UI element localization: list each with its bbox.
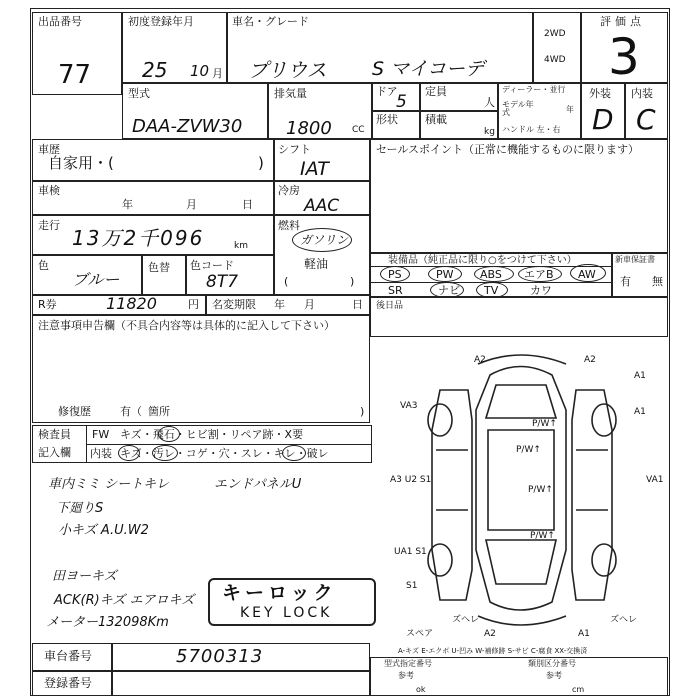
exterior-label: 外装 xyxy=(589,87,611,100)
repair-suffix: 箇所 xyxy=(148,405,170,418)
car-name: プリウス xyxy=(248,58,327,82)
handwritten-line-2: 下廻りS xyxy=(56,501,104,516)
ac-value: AAC xyxy=(304,196,340,216)
equip-sr: SR xyxy=(388,284,403,297)
equip-pw: PW xyxy=(436,268,454,281)
paint-label-4: P/W↑ xyxy=(530,531,555,541)
first-reg-year: 25 xyxy=(142,58,168,82)
drive-4wd: 4WD xyxy=(544,55,566,65)
type-cert-ref: 参考 xyxy=(398,671,414,680)
damage-diagram xyxy=(380,340,668,640)
load-label: 積載 xyxy=(425,113,447,126)
equip-aw: AW xyxy=(578,268,596,281)
fuel-diesel: 軽油 xyxy=(304,257,329,271)
diagram-legend: A-キズ E-エクボ U-凹み W-補修跡 S-サビ C-腐食 XX-交換済 xyxy=(398,647,588,655)
diagram-label-zuheru-right: ズヘレ xyxy=(610,615,638,625)
handle-label: ハンドル 左・右 xyxy=(502,125,561,134)
history-close: ) xyxy=(258,154,264,172)
shift-value: IAT xyxy=(300,158,329,180)
cm-mark: cm xyxy=(572,685,585,694)
equip-pw-circle xyxy=(428,266,462,282)
diagram-label-a1-right-front: A1 xyxy=(634,371,646,381)
diagram-label-s1: S1 xyxy=(406,581,418,591)
type-cert-label: 型式指定番号 xyxy=(384,659,432,668)
model-year-label: モデル年式 xyxy=(502,100,534,117)
shape-label: 形状 xyxy=(376,113,398,126)
history-label: 車歴 xyxy=(38,143,60,156)
mileage-label: 走行 xyxy=(38,219,60,232)
equip-abs-circle xyxy=(474,266,514,282)
diagram-label-a1-rear: A1 xyxy=(578,629,590,639)
sales-point-cell xyxy=(370,139,668,253)
equip-ps-circle xyxy=(380,266,410,282)
equip-leather: カワ xyxy=(530,284,552,297)
lot-number: 77 xyxy=(58,60,92,90)
interior-circle-dirt xyxy=(152,445,178,461)
rating-value: 3 xyxy=(608,28,640,86)
mileage-value: 13万2千096 xyxy=(72,226,205,250)
handwritten-line-1: 車内ミミ シートキレ xyxy=(48,477,170,492)
handwritten-line-5: ACK(R)キズ エアロキズ xyxy=(54,593,195,608)
first-reg-label: 初度登録年月 xyxy=(128,15,194,28)
color-code-value: 8T7 xyxy=(206,272,239,292)
equip-airbag: エアB xyxy=(524,268,554,281)
model-label: 型式 xyxy=(128,87,150,100)
key-lock-jp: キーロック xyxy=(222,582,337,604)
diagram-label-zuheru-left: ズヘレ xyxy=(452,615,480,625)
car-grade-label: 車名・グレード xyxy=(232,15,309,28)
inspection-year-unit: 年 xyxy=(122,198,133,211)
color-label: 色 xyxy=(38,259,49,272)
recycle-label: R券 xyxy=(38,298,57,311)
paint-label-3: P/W↑ xyxy=(528,485,553,495)
equip-tv-circle xyxy=(476,282,508,298)
doors-value: 5 xyxy=(396,92,407,112)
drive-cell xyxy=(533,12,581,83)
displacement-unit: CC xyxy=(352,125,365,135)
notes-label: 注意事項申告欄（不具合内容等は具体的に記入して下さい） xyxy=(38,319,335,332)
equip-abs: ABS xyxy=(480,268,502,281)
warranty-yes: 有 xyxy=(620,275,631,288)
doors-label: ドア xyxy=(376,85,398,98)
interior-label: 内装 xyxy=(631,87,653,100)
diagram-label-va1: VA1 xyxy=(646,475,664,485)
handwritten-line-4: 田ヨーキズ xyxy=(52,569,117,584)
handwritten-line-1b: エンドパネルU xyxy=(214,477,302,492)
fuel-paren-close: ) xyxy=(350,275,355,288)
color-code-label: 色コード xyxy=(190,259,234,272)
repair-label: 修復歴 xyxy=(58,405,91,418)
lot-label: 出品番号 xyxy=(38,15,82,28)
mileage-unit: km xyxy=(234,241,248,251)
interior-grade: C xyxy=(636,103,656,136)
rating-label: 評価点 xyxy=(600,15,645,28)
fw-circle-chip xyxy=(158,426,180,442)
inspector-label-2: 記入欄 xyxy=(38,446,71,459)
diagram-labels xyxy=(390,355,663,639)
equip-aw-circle xyxy=(570,264,606,282)
interior-circle-scratch xyxy=(118,445,140,461)
displacement-label: 排気量 xyxy=(274,87,307,100)
warranty-no: 無 xyxy=(652,275,663,288)
diagram-label-a2-front-right: A2 xyxy=(584,355,596,365)
inspection-label: 車検 xyxy=(38,184,60,197)
history-value: 自家用・( xyxy=(48,154,114,172)
key-lock-en: KEY LOCK xyxy=(240,605,333,621)
diagram-label-a2-rear: A2 xyxy=(484,629,496,639)
exterior-grade: D xyxy=(592,103,614,136)
fuel-label: 燃料 xyxy=(278,219,300,232)
sales-point-label: セールスポイント（正常に機能するものに限ります） xyxy=(376,143,640,156)
inspection-month-unit: 月 xyxy=(186,198,197,211)
diagram-label-ua1s1: UA1 S1 xyxy=(394,547,427,557)
equip-navi-circle xyxy=(430,282,464,298)
fuel-gasoline-circle xyxy=(292,228,352,252)
load-unit: kg xyxy=(484,127,495,137)
category-ref: 参考 xyxy=(546,671,562,680)
capacity-label: 定員 xyxy=(425,85,447,98)
repair-close: ) xyxy=(360,405,365,418)
color-change-label: 色替 xyxy=(148,261,170,274)
diagram-label-spare: スペア xyxy=(406,629,434,639)
chassis-value: 5700313 xyxy=(176,646,264,667)
inspector-label-1: 検査員 xyxy=(38,428,71,441)
ac-label: 冷房 xyxy=(278,184,300,197)
inspector-fw-items: キズ・飛石・ヒビ割・リペア跡・X要 xyxy=(120,428,304,441)
registration-label: 登録番号 xyxy=(44,676,93,690)
inspector-interior: 内装 xyxy=(90,447,112,460)
displacement-value: 1800 xyxy=(286,118,332,139)
color-value: ブルー xyxy=(72,270,120,289)
inspection-day-unit: 日 xyxy=(242,198,253,211)
rear-items-label: 後日品 xyxy=(376,301,404,311)
inspector-interior-items: キズ・汚レ・コゲ・穴・スレ・キレ・破レ xyxy=(120,447,329,460)
interior-circle-wear xyxy=(282,445,306,461)
model-year-unit: 年 xyxy=(566,105,574,114)
warranty-label: 新車保証書 xyxy=(615,255,655,264)
ok-mark: ok xyxy=(416,685,426,694)
fuel-paren-open: ( xyxy=(284,275,289,288)
equip-tv: TV xyxy=(484,284,499,297)
diagram-label-va3: VA3 xyxy=(400,401,418,411)
inspector-fw: FW xyxy=(92,428,110,441)
equip-navi: ナビ xyxy=(438,284,460,297)
name-change-month: 月 xyxy=(304,298,315,311)
diagram-label-a3u2s1: A3 U2 S1 xyxy=(390,475,432,485)
car-grade: S マイコーデ xyxy=(372,58,484,80)
recycle-unit: 円 xyxy=(188,298,199,311)
name-change-label: 名変期限 xyxy=(212,298,256,311)
handwritten-line-3: 小キズ A.U.W2 xyxy=(58,523,149,538)
name-change-year: 年 xyxy=(274,298,285,311)
first-reg-month-unit: 月 xyxy=(212,67,223,80)
diagram-label-a2-front-left: A2 xyxy=(474,355,486,365)
fuel-gasoline: ガソリン xyxy=(300,233,349,247)
first-reg-month: 10 xyxy=(190,62,210,80)
category-label: 類別区分番号 xyxy=(528,659,576,668)
drive-2wd: 2WD xyxy=(544,29,566,39)
diagram-label-a1-right: A1 xyxy=(634,407,646,417)
repair-value: 有（ xyxy=(120,405,142,418)
inspector-divider xyxy=(86,425,87,463)
equip-airbag-circle xyxy=(518,266,562,282)
model-value: DAA-ZVW30 xyxy=(132,116,243,137)
car-outline xyxy=(428,355,616,625)
paint-label-2: P/W↑ xyxy=(516,445,541,455)
equipment-label: 装備品（純正品に限り○をつけて下さい） xyxy=(388,255,577,266)
chassis-label: 車台番号 xyxy=(44,649,93,663)
rear-items-cell xyxy=(370,297,668,337)
registration-value-cell xyxy=(112,671,370,696)
name-change-day: 日 xyxy=(352,298,363,311)
paint-label-1: P/W↑ xyxy=(532,419,557,429)
capacity-unit: 人 xyxy=(484,96,495,109)
shift-label: シフト xyxy=(278,143,311,156)
handwritten-line-6: メーター132098Km xyxy=(46,615,169,630)
dealer-label: ディーラー・並行 xyxy=(502,85,566,94)
equip-ps: PS xyxy=(388,268,402,281)
recycle-value: 11820 xyxy=(106,294,157,313)
inspection-cell xyxy=(32,181,274,215)
